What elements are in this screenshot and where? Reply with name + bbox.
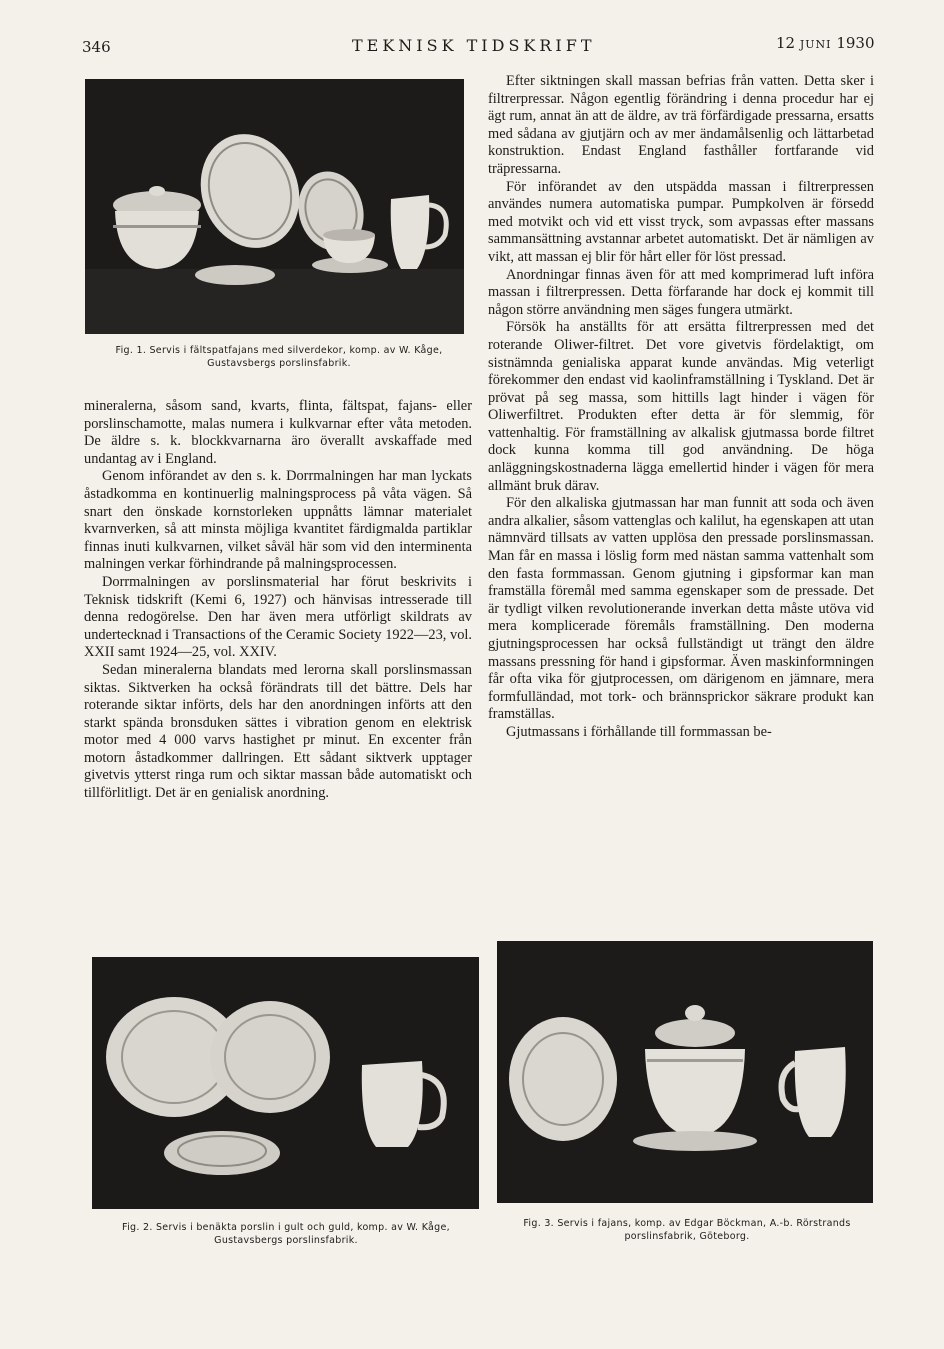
figure-1-photo xyxy=(85,79,464,334)
issue-date xyxy=(776,34,875,52)
paragraph: Försök ha anställts för att ersätta filtrerpressen med det roterande Oliwer-filtret. Det vore givetvis fördelaktigt, om sistnämnda genialiska apparat kunde användas. Mig veterligt förekommer den endast vid kaolinframställning i Tyskland. Det är prövat på seg massa, som hittills lagt hinder i vägen för Oliwerfiltret. Produkten efter detta är för slemmig, för vattenhaltig. För framställning av alkalisk gjutmassa borde filtret dock kunna komma till god användning. De höga anläggningskostnaderna lägga emellertid hinder i vägen för mera allmänt bruk därav. xyxy=(488,319,874,494)
paragraph: För införandet av den utspädda massan i filtrerpressen användes numera automatiska pumpar. Pumpkolven är försedd med motvikt och vid ett visst tryck, som avpassas efter massans sammansättning avstannar arbetet automatiskt. Det är nämligen av vikt, att massan ej blir för hårt eller för löst pressad. xyxy=(488,178,874,265)
figure-2-photo xyxy=(92,957,479,1209)
issue-year: 1930 xyxy=(836,34,875,52)
paragraph: mineralerna, såsom sand, kvarts, flinta, fältspat, fajans- eller porslinschamotte, malas numera i kulkvarnar efter våta metoden. De äldre s. k. blockkvarnarna äro överallt avskaffade med undantag av i England. xyxy=(84,398,472,467)
paragraph: Anordningar finnas även för att med komprimerad luft införa massan i filtrerpressen. Detta förfarande har dock ej kommit till någon större användning men säges fungera utmärkt. xyxy=(488,266,874,318)
paragraph: Dorrmalningen av porslinsmaterial har förut beskrivits i Teknisk tidskrift (Kemi 6, 1927) och hänvisas intresserade till denna redogörelse. Den har även mera utförligt skildrats av undertecknad i Transactions of the Ceramic Society 1922—23, vol. XXII samt 1924—25, vol. XXIV. xyxy=(84,573,472,661)
journal-title: TEKNISK TIDSKRIFT xyxy=(352,36,596,55)
issue-day: 12 xyxy=(776,34,796,52)
issue-month: JUNI xyxy=(799,38,832,51)
figure-3-caption: Fig. 3. Servis i fajans, komp. av Edgar Böckman, A.-b. Rörstrands porslinsfabrik, Göteborg. xyxy=(523,1218,851,1242)
paragraph: Genom införandet av den s. k. Dorrmalningen har man lyckats åstadkomma en kontinuerlig malningsprocess på våta vägen. Så snart den önskade kornstorleken uppnåtts lämnar materialet kvarnverken, så att minsta möjliga kvantitet färdigmalda partiklar finnas inuti kulkvarnen, vilket såväl här som vid den interminenta malningen verkar förhindrande på malningsprocessen. xyxy=(84,468,472,573)
page-number: 346 xyxy=(82,38,111,56)
figure-1-illustration xyxy=(85,79,464,334)
figure-2-illustration xyxy=(92,957,479,1209)
paragraph: Efter siktningen skall massan befrias från vatten. Detta sker i filtrerpressar. Någon egentlig förändring i denna procedur har ej ägt rum, annat än att de äldre, av trä förfärdigade pressarna, ersatts med sådana av gjutjärn och av mer ändamålsenlig och lättarbetad konstruktion. Endast England fasthåller fortfarande vid träpressarna. xyxy=(488,73,874,177)
figure-2-caption: Fig. 2. Servis i benäkta porslin i gult och guld, komp. av W. Kåge, Gustavsbergs porslinsfabrik. xyxy=(122,1222,450,1246)
figure-3-photo xyxy=(497,941,873,1203)
paragraph: Sedan mineralerna blandats med lerorna skall porslinsmassan siktas. Siktverken ha också förändrats till det bättre. Dels har roterande siktar införts, dels har den anordningen införts att den starkt spända bronsduken sättes i vibration genom en elektrisk motor med 4 000 varvs hastighet pr minut. En excenter från motorn åstadkommer dallringen. Ett sådant siktverk upptager givetvis ytterst ringa rum och siktar massan både automatiskt och tillförlitligt. Det är en genialisk anordning. xyxy=(84,661,472,802)
figure-1-caption: Fig. 1. Servis i fältspatfajans med silverdekor, komp. av W. Kåge, Gustavsbergs porslinsfabrik. xyxy=(115,345,443,369)
figure-3-illustration xyxy=(497,941,873,1203)
right-column xyxy=(488,73,874,742)
left-column xyxy=(84,398,472,803)
paragraph: Gjutmassans i förhållande till formmassan be- xyxy=(506,723,772,740)
paragraph: För den alkaliska gjutmassan har man funnit att soda och även andra alkalier, såsom vattenglas och kalilut, ha egenskapen att utan nämnvärd tillsats av vatten upplösa den pressade porslinsmassan. Man får en massa i löslig form med nästan samma vattenhalt som den fasta formmassan. Genom gjutning i gipsformar kan man framställa föremål med samma egenskaper som de pressade. Det är tydligt vilken revolutionerande inverkan detta måste utöva vid mera komplicerade föremåls framställning. Den moderna gjutningsprocessen har också fullständigt ut trängt den äldre massans pressning för hand i gipsformar. Även maskinformningen får ofta vika för gjutprocessen, om därigenom en jämnare, mera formfulländad, mot tork- och brännsprickor säkrare produkt kan framställas. xyxy=(488,495,874,723)
